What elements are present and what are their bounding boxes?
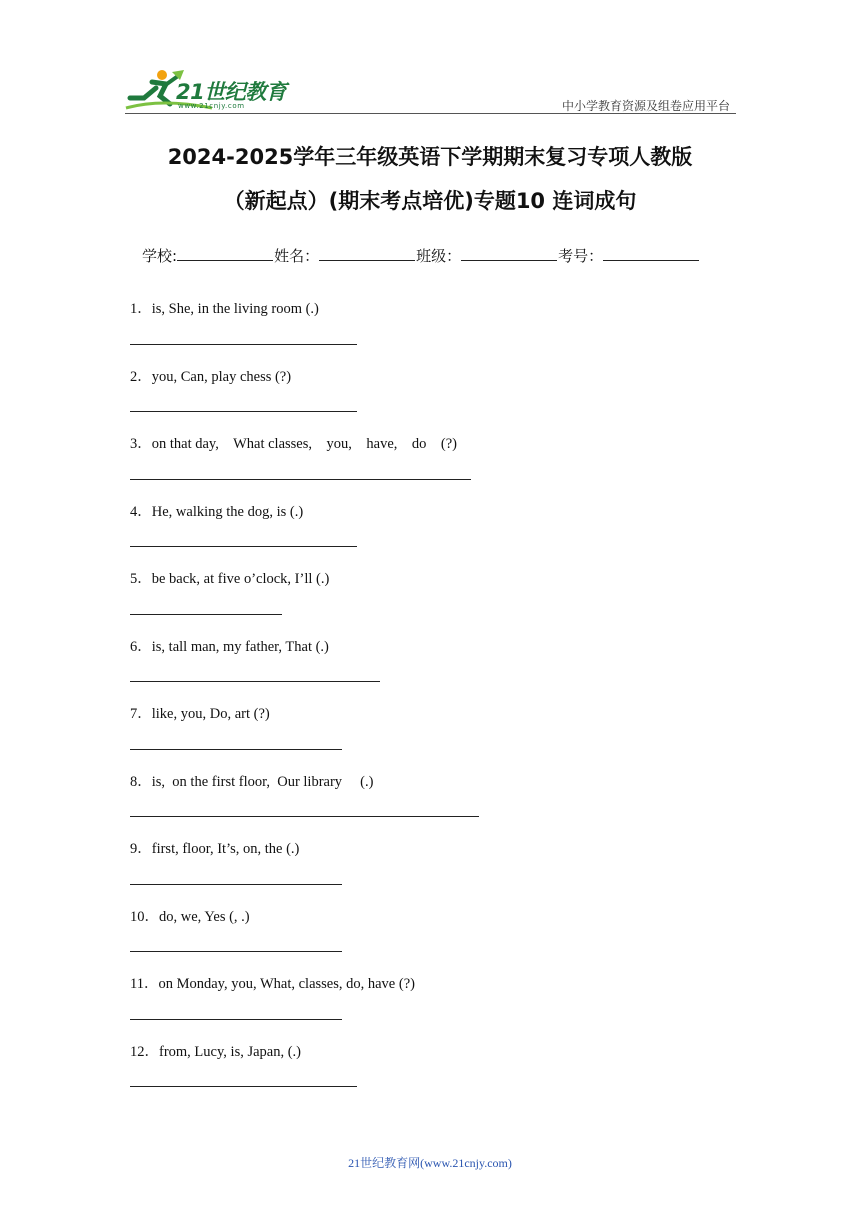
- question-5: 5．be back, at five o’clock, I’ll (.): [130, 571, 330, 587]
- question-1: 1．is, She, in the living room (.): [130, 301, 319, 317]
- answer-line-2[interactable]: [130, 411, 357, 412]
- question-9: 9．first, floor, It’s, on, the (.): [130, 841, 300, 857]
- number-label: 考号：: [558, 247, 604, 265]
- answer-line-7[interactable]: [130, 749, 342, 750]
- answer-line-5[interactable]: [130, 614, 282, 615]
- page-title-line-1: 2024-2025学年三年级英语下学期期末复习专项人教版: [167, 145, 693, 169]
- number-blank[interactable]: [603, 244, 699, 261]
- question-2: 2．you, Can, play chess (?): [130, 369, 292, 385]
- answer-line-1[interactable]: [130, 344, 357, 345]
- question-8: 8．is, on the first floor, Our library (.): [130, 774, 374, 790]
- answer-line-9[interactable]: [130, 884, 342, 885]
- answer-line-11[interactable]: [130, 1019, 342, 1020]
- question-11: 11．on Monday, you, What, classes, do, have (?): [130, 976, 415, 992]
- question-10: 10．do, we, Yes (, .): [130, 909, 250, 925]
- name-blank[interactable]: [319, 244, 415, 261]
- name-label: 姓名：: [274, 247, 320, 265]
- school-label: 学校:: [142, 247, 178, 265]
- question-6: 6．is, tall man, my father, That (.): [130, 639, 329, 655]
- answer-line-10[interactable]: [130, 951, 342, 952]
- footer-link[interactable]: 21世纪教育网(www.21cnjy.com): [348, 1156, 512, 1170]
- class-blank[interactable]: [461, 244, 557, 261]
- question-7: 7．like, you, Do, art (?): [130, 706, 270, 722]
- school-blank[interactable]: [177, 244, 273, 261]
- header-divider: [125, 113, 736, 114]
- class-label: 班级：: [416, 247, 462, 265]
- student-info-row: [142, 244, 700, 266]
- logo-url: www.21cnjy.com: [178, 102, 245, 110]
- question-12: 12．from, Lucy, is, Japan, (.): [130, 1044, 302, 1060]
- answer-line-8[interactable]: [130, 816, 479, 817]
- answer-line-3[interactable]: [130, 479, 471, 480]
- platform-label: 中小学教育资源及组卷应用平台: [561, 99, 730, 113]
- logo-text: 21世纪教育: [176, 80, 287, 104]
- page-header: [0, 0, 860, 115]
- question-4: 4．He, walking the dog, is (.): [130, 504, 304, 520]
- page-title-line-2: （新起点）(期末考点培优)专题10 连词成句: [223, 189, 637, 213]
- answer-line-4[interactable]: [130, 546, 357, 547]
- answer-line-6[interactable]: [130, 681, 380, 682]
- question-3: 3．on that day, What classes, you, have, do (?): [130, 436, 457, 452]
- answer-line-12[interactable]: [130, 1086, 357, 1087]
